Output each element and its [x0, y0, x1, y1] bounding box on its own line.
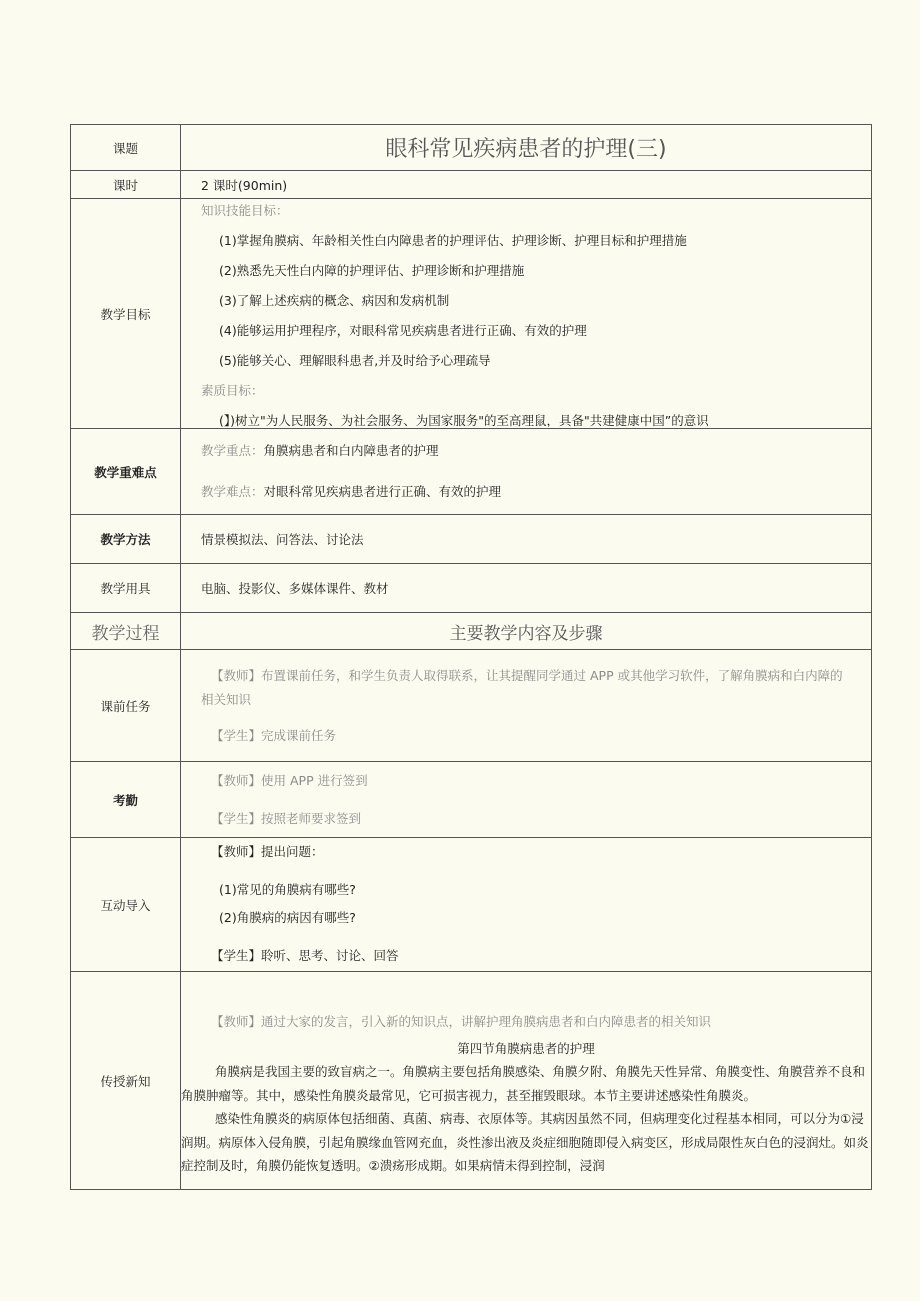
process-header-right: 主要教学内容及步骤 [181, 613, 872, 650]
methods-value: 情景模拟法、问答法、讨论法 [181, 515, 872, 564]
tools-value: 电脑、投影仪、多媒体课件、教材 [181, 564, 872, 613]
attendance-student: 【学生】按照老师要求签到 [211, 810, 362, 826]
row-objectives [71, 199, 872, 429]
attendance-label: 考勤 [71, 762, 181, 838]
focus-value: 角膜病患者和白内障患者的护理 [263, 443, 439, 458]
attendance-content [181, 762, 872, 838]
intro-question-1: (1)常见的角膜病有哪些? [219, 882, 356, 897]
intro-question-2: (2)角膜病的病因有哪些? [219, 910, 356, 925]
intro-teacher: 【教师】提出问题： [211, 844, 324, 859]
row-methods [71, 515, 872, 564]
methods-label: 教学方法 [71, 515, 181, 564]
focus-label: 教学重点： [201, 443, 264, 458]
lesson-plan-table [70, 124, 872, 1190]
objective-item: (4)能够运用护理程序，对眼科常见疾病患者进行正确、有效的护理 [219, 323, 587, 338]
difficulty-label: 教学难点： [201, 484, 264, 499]
row-new-knowledge [71, 972, 872, 1190]
objective-item: (5)能够关心、理解眼科患者,并及时给予心理疏导 [219, 353, 491, 368]
objectives-label: 教学目标 [71, 199, 181, 429]
quality-heading: 素质目标： [201, 383, 264, 398]
intro-label: 互动导入 [71, 838, 181, 972]
pre-class-teacher-1: 【教师】布置课前任务，和学生负责人取得联系，让其提醒同学通过 APP 或其他学习软件，了解角膜病和白内障的 [211, 667, 843, 683]
row-hours [71, 171, 872, 199]
row-pre-class [71, 650, 872, 762]
hours-value: 2 课时(90min) [181, 171, 872, 199]
pre-class-label: 课前任务 [71, 650, 181, 762]
new-knowledge-teacher: 【教师】通过大家的发言，引入新的知识点，讲解护理角膜病患者和白内障患者的相关知识 [211, 1014, 712, 1029]
new-knowledge-label: 传授新知 [71, 972, 181, 1190]
pre-class-teacher-2: 相关知识 [201, 691, 252, 707]
paragraph-2: 感染性角膜炎的病原体包括细菌、真菌、病毒、衣原体等。其病因虽然不同，但病理变化过程基本相同，可以分为①浸润期。病原体入侵角膜，引起角膜缘血管网充血，炎性渗出液及炎症细胞随即侵入病变区，形成局限性灰白色的浸润灶。如炎症控制及时，角膜仍能恢复透明。②溃疡形成期。如果病情未得到控制，浸润 [181, 1111, 869, 1173]
keypoints-content [181, 429, 872, 515]
attendance-teacher: 【教师】使用 APP 进行签到 [211, 772, 368, 788]
row-attendance [71, 762, 872, 838]
difficulty-line [201, 482, 871, 502]
intro-content [181, 838, 872, 972]
objective-item: (1)掌握角膜病、年龄相关性白内障患者的护理评估、护理诊断、护理目标和护理措施 [219, 233, 687, 248]
row-process-header [71, 613, 872, 650]
topic-label: 课题 [71, 125, 181, 171]
intro-student: 【学生】聆听、思考、讨论、回答 [211, 948, 399, 963]
row-intro [71, 838, 872, 972]
difficulty-value: 对眼科常见疾病患者进行正确、有效的护理 [263, 484, 502, 499]
row-tools [71, 564, 872, 613]
pre-class-content [181, 650, 872, 762]
row-topic [71, 125, 872, 171]
paragraph-1: 角膜病是我国主要的致盲病之一。角膜病主要包括角膜感染、角膜夕附、角膜先天性异常、角膜变性、角膜营养不良和角膜肿瘤等。其中，感染性角膜炎最常见，它可损害视力，甚至摧毁眼球。本节主要讲述感染性角膜炎。 [181, 1064, 866, 1103]
tools-label: 教学用具 [71, 564, 181, 613]
keypoints-label: 教学重难点 [71, 429, 181, 515]
objective-item: (2)熟悉先天性白内障的护理评估、护理诊断和护理措施 [219, 263, 525, 278]
objective-item: (3)了解上述疾病的概念、病因和发病机制 [219, 293, 450, 308]
objectives-content [181, 199, 872, 429]
row-keypoints [71, 429, 872, 515]
pre-class-student: 【学生】完成课前任务 [211, 727, 337, 743]
lesson-title: 眼科常见疾病患者的护理(三) [181, 125, 872, 171]
hours-label: 课时 [71, 171, 181, 199]
knowledge-heading: 知识技能目标： [201, 203, 289, 218]
quality-item: (】)树立"为人民服务、为社会服务、为国家服务"的至高理鼠，具备"共建健康中国”的意识 [219, 413, 709, 427]
new-knowledge-content [181, 972, 872, 1190]
process-header-left: 教学过程 [71, 613, 181, 650]
section-title: 第四节角膜病患者的护理 [457, 1041, 595, 1056]
focus-line [201, 441, 871, 461]
